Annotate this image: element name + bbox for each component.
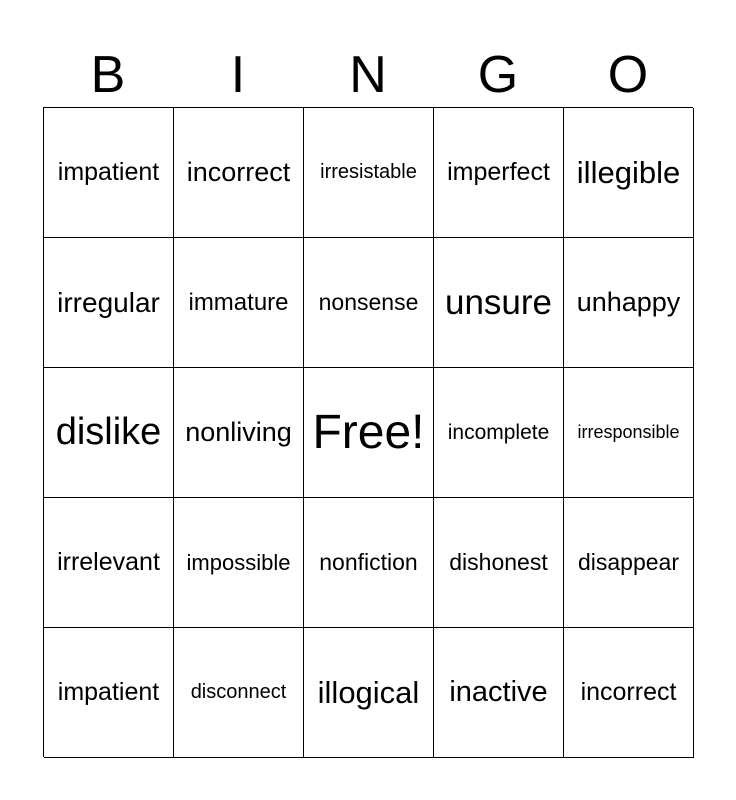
bingo-cell: immature xyxy=(174,238,304,368)
header-letter-g: G xyxy=(477,46,519,104)
bingo-header xyxy=(43,44,693,106)
header-letter-i: I xyxy=(230,46,246,104)
bingo-cell: incorrect xyxy=(174,108,304,238)
header-letter-o: O xyxy=(607,46,649,104)
bingo-cell: nonliving xyxy=(174,368,304,498)
bingo-cell: nonsense xyxy=(304,238,434,368)
bingo-cell: incomplete xyxy=(434,368,564,498)
bingo-cell: irrelevant xyxy=(44,498,174,628)
bingo-cell: irregular xyxy=(44,238,174,368)
bingo-cell: impossible xyxy=(174,498,304,628)
bingo-cell: unsure xyxy=(434,238,564,368)
bingo-cell: impatient xyxy=(44,628,174,758)
bingo-cell: inactive xyxy=(434,628,564,758)
bingo-cell: dishonest xyxy=(434,498,564,628)
bingo-cell: irresponsible xyxy=(564,368,694,498)
header-letter-b: B xyxy=(90,46,126,104)
bingo-cell: unhappy xyxy=(564,238,694,368)
bingo-grid xyxy=(43,107,693,757)
bingo-cell: illegible xyxy=(564,108,694,238)
header-letter-n: N xyxy=(349,46,387,104)
bingo-cell: imperfect xyxy=(434,108,564,238)
bingo-cell: disappear xyxy=(564,498,694,628)
bingo-cell: impatient xyxy=(44,108,174,238)
bingo-cell: disconnect xyxy=(174,628,304,758)
bingo-cell: incorrect xyxy=(564,628,694,758)
bingo-cell: dislike xyxy=(44,368,174,498)
free-space: Free! xyxy=(304,368,434,498)
bingo-cell: illogical xyxy=(304,628,434,758)
bingo-cell: irresistable xyxy=(304,108,434,238)
bingo-cell: nonfiction xyxy=(304,498,434,628)
